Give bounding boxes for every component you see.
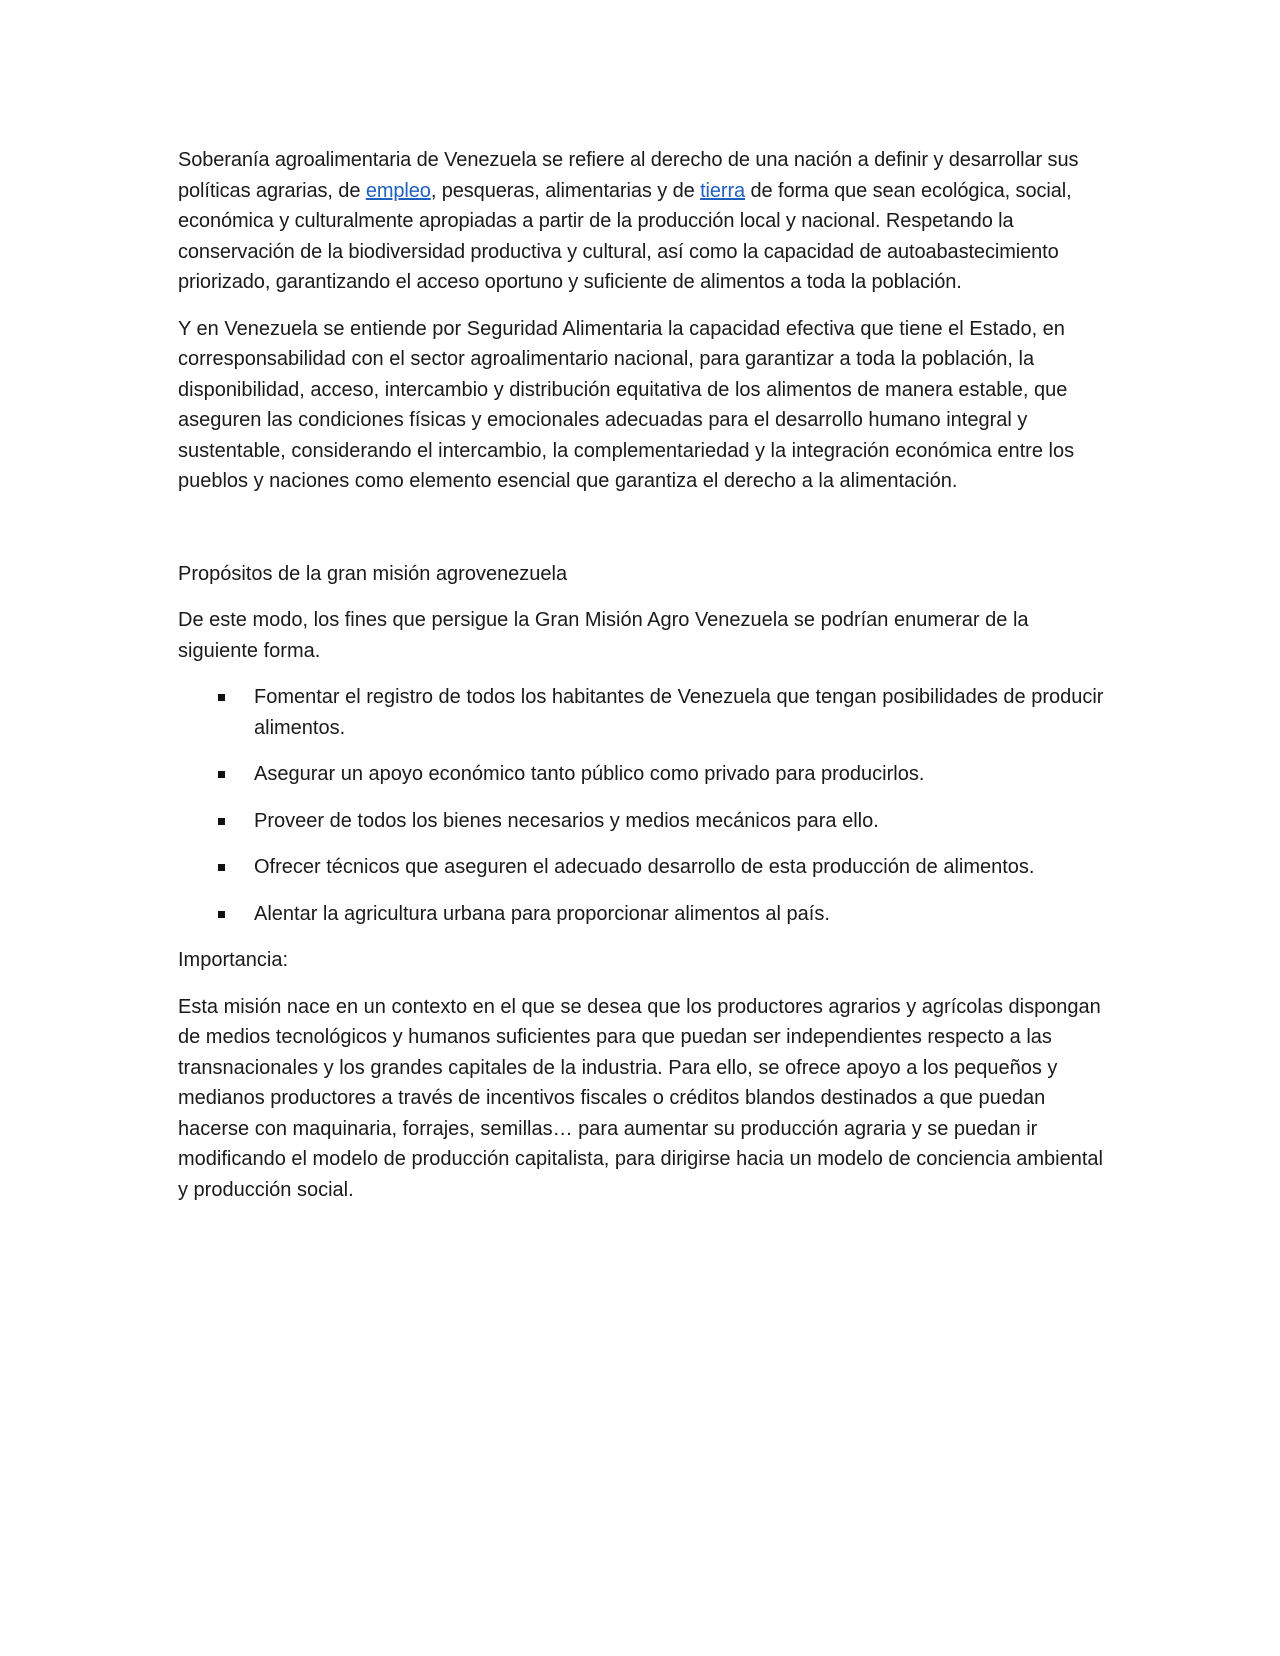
- link-empleo[interactable]: empleo: [365, 179, 431, 202]
- list-item: [178, 682, 1108, 743]
- link-tierra[interactable]: tierra: [700, 179, 746, 202]
- paragraph-soberania-text-3: de forma que sean ecológica, social, económica y culturalmente apropiadas a partir de la producción local y nacional. Respetando la conservación de la biodiversidad productiva y cultural, así como la capacidad de autoabastecimiento priorizado, garantizando el acceso oportuno y suficiente de alimentos a toda la población.: [178, 179, 1072, 293]
- heading-importancia: Importancia:: [178, 949, 289, 971]
- fines-list: [178, 682, 1108, 929]
- square-bullet-icon: [218, 771, 225, 778]
- paragraph-soberania-text-1: Soberanía agroalimentaria de Venezuela se refiere al derecho de una nación a definir y desarrollar sus políticas agrarias, de: [178, 149, 1079, 202]
- square-bullet-icon: [218, 864, 225, 871]
- paragraph-soberania-text-2: , pesqueras, alimentarias y de: [430, 179, 701, 202]
- list-item-text: Proveer de todos los bienes necesarios y medios mecánicos para ello.: [254, 809, 879, 832]
- list-item: [178, 899, 1108, 930]
- list-item-text: Ofrecer técnicos que aseguren el adecuado desarrollo de esta producción de alimentos.: [254, 856, 1035, 878]
- list-item-text: Fomentar el registro de todos los habitantes de Venezuela que tengan posibilidades de producir alimentos.: [254, 686, 1104, 739]
- square-bullet-icon: [218, 911, 225, 918]
- document-body: [178, 145, 1108, 1221]
- list-item-text: Alentar la agricultura urbana para proporcionar alimentos al país.: [254, 902, 830, 925]
- list-item: [178, 806, 1108, 837]
- list-item-text: Asegurar un apoyo económico tanto público como privado para producirlos.: [254, 763, 925, 785]
- paragraph-seguridad-alimentaria: Y en Venezuela se entiende por Seguridad Alimentaria la capacidad efectiva que tiene el Estado, en corresponsabilidad con el sector agroalimentario nacional, para garantizar a toda la población, la disponibilidad, acceso, intercambio y distribución equitativa de los alimentos de manera estable, que aseguren las condiciones físicas y emocionales adecuadas para el desarrollo humano integral y sustentable, considerando el intercambio, la complementariedad y la integración económica entre los pueblos y naciones como elemento esencial que garantiza el derecho a la alimentación.: [178, 317, 1075, 492]
- paragraph-soberania: [178, 145, 1108, 298]
- heading-propositos: Propósitos de la gran misión agrovenezuela: [178, 562, 568, 585]
- square-bullet-icon: [218, 694, 225, 701]
- paragraph-importancia: Esta misión nace en un contexto en el que se desea que los productores agrarios y agrícolas dispongan de medios tecnológicos y humanos suficientes para que puedan ser independientes respecto a las transnacionales y los grandes capitales de la industria. Para ello, se ofrece apoyo a los pequeños y medianos productores a través de incentivos fiscales o créditos blandos destinados a que puedan hacerse con maquinaria, forrajes, semillas… para aumentar su producción agraria y se puedan ir modificando el modelo de producción capitalista, para dirigirse hacia un modelo de conciencia ambiental y producción social.: [178, 995, 1103, 1201]
- list-item: [178, 759, 1108, 790]
- paragraph-fines-intro: De este modo, los fines que persigue la Gran Misión Agro Venezuela se podrían enumerar de la siguiente forma.: [178, 609, 1029, 662]
- square-bullet-icon: [218, 818, 225, 825]
- empty-line: [178, 513, 1108, 559]
- list-item: [178, 852, 1108, 883]
